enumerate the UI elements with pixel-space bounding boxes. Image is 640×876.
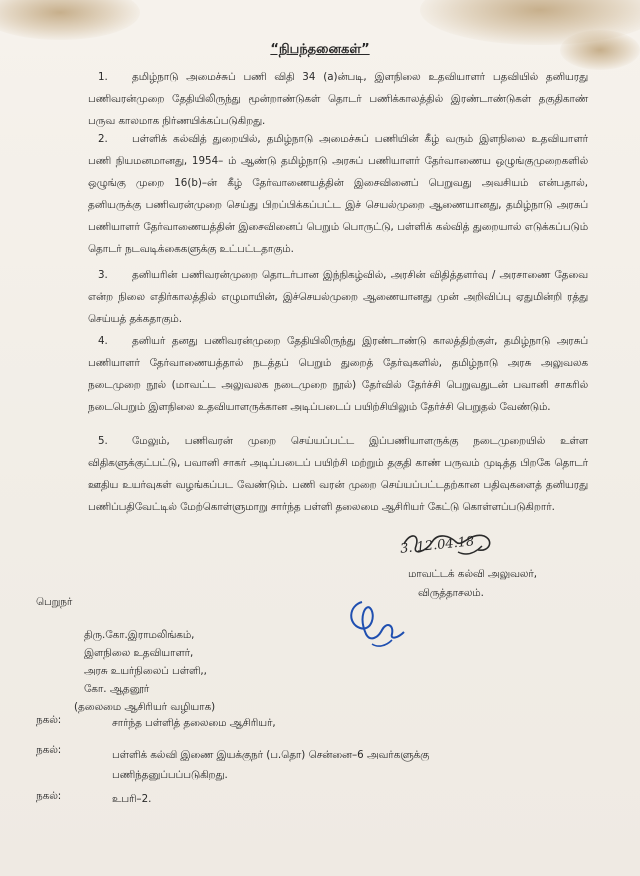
- paragraph-text: பள்ளிக் கல்வித் துறையில், தமிழ்நாடு அமைச்சுப் பணியின் கீழ் வரும் இளநிலை உதவியாளர் பணி நியமனமானது, 1954– ம் ஆண்டு தமிழ்நாடு அரசுப் பணியாளர் தேர்வாணைய ஒழுங்குமுறைகளில் ஒழுங்கு முறை 16(b)–ன் கீழ் தேர்வாணையத்தின் இசைவினைப் பெறுவது அவசியம் என்பதால், தனியருக்கு பணிவரன்முறை செய்து பிறப்பிக்கப்பட்ட இச் செயல்முறை ஆணையானது, தமிழ்நாடு அரசுப் பணியாளர் தேர்வாணையத்தின் இசைவினைப் பெறும் பொருட்டு, பள்ளிக் கல்வித் துறையால் எடுக்கப்படும் தொடர் நடவடிக்கைகளுக்கு உட்பட்டதாகும்.: [88, 133, 588, 255]
- blue-ink-signature: [342, 594, 412, 654]
- paragraph-text: தனியர் தனது பணிவரன்முறை தேதியிலிருந்து இரண்டாண்டு காலத்திற்குள், தமிழ்நாடு அரசுப் பணியாளர் தேர்வாணையத்தால் நடத்தப் பெறும் துறைத் தேர்வுகளில், தமிழ்நாடு அரசு அலுவலக நடைமுறை நூல் (மாவட்ட அலுவலக நடைமுறை நூல்) தேர்வில் தேர்ச்சி பெறுவதுடன் பவானி சாகரில் நடைபெறும் இளநிலை உதவியாளருக்கான அடிப்படைப் பயிற்சியிலும் தேர்ச்சி பெறுதல் வேண்டும்.: [88, 335, 588, 413]
- copy-1-line: சார்ந்த பள்ளித் தலைமை ஆசிரியர்,: [112, 717, 276, 729]
- copy-label-2: நகல்:: [36, 744, 62, 756]
- handwritten-date: 3. 12.04.18: [399, 534, 476, 557]
- paragraph-3: [88, 264, 588, 330]
- paragraph-number: 3.: [98, 269, 108, 281]
- paragraph-number: 2.: [98, 133, 108, 145]
- recipient-village: கோ. ஆதனூர்: [84, 683, 150, 695]
- signatory-place: விருத்தாசலம்.: [418, 587, 484, 599]
- recipient-designation: இளநிலை உதவியாளர்,: [84, 647, 194, 659]
- recipient-school: அரசு உயர்நிலைப் பள்ளி,,: [84, 665, 207, 677]
- paragraph-text: தமிழ்நாடு அமைச்சுப் பணி விதி 34 (a)ன்படி, இளநிலை உதவியாளர் பதவியில் தனியரது பணிவரன்முறை தேதியிலிருந்து மூன்றாண்டுகள் தொடர் பணிக்காலத்தில் இரண்டாண்டுகள் தகுதிகாண் பருவ காலமாக நிர்ணயிக்கப்படுகிறது.: [88, 71, 588, 127]
- paragraph-text: தனியரின் பணிவரன்முறை தொடர்பான இந்நிகழ்வில், அரசின் விதித்தளர்வு / அரசாணை தேவை என்ற நிலை எதிர்காலத்தில் எழுமாயின், இச்செயல்முறை ஆணையானது முன் அறிவிப்பு ஏதுமின்றி ரத்து செய்யத் தக்கதாகும்.: [88, 269, 588, 325]
- stain-top-left: [0, 0, 140, 40]
- recipient-label: பெறுநர்: [36, 596, 73, 608]
- copy-label-1: நகல்:: [36, 714, 62, 726]
- paragraph-2: [88, 128, 588, 260]
- paragraph-4: [88, 330, 588, 418]
- paragraph-text: மேலும், பணிவரன் முறை செய்யப்பட்ட இப்பணியாளருக்கு நடைமுறையில் உள்ள விதிகளுக்குட்பட்டு, பவானி சாகர் அடிப்படைப் பயிற்சி மற்றும் தகுதி காண் பருவம் முடித்த பிறகே தொடர் ஊதிய உயர்வுகள் வழங்கப்பட வேண்டும். பணி வரன் முறை செய்யப்பட்டதற்கான பதிவுகளைத் தனியரது பணிப்பதிவேட்டில் மேற்கொள்ளுமாறு சார்ந்த பள்ளி தலைமை ஆசிரியர் கேட்டு கொள்ளப்படுகிறார்.: [88, 435, 588, 513]
- paragraph-number: 4.: [98, 335, 108, 347]
- copy-3-line: உபரி–2.: [112, 793, 152, 805]
- copy-label-3: நகல்:: [36, 790, 62, 802]
- paragraph-number: 1.: [98, 71, 108, 83]
- signatory-designation: மாவட்டக் கல்வி அலுவலர்,: [408, 568, 537, 580]
- paragraph-5: [88, 430, 588, 518]
- paragraph-number: 5.: [98, 435, 108, 447]
- recipient-via: (தலைமை ஆசிரியர் வழியாக): [74, 701, 216, 713]
- copy-2-line-1: பள்ளிக் கல்வி இணை இயக்குநர் (ப.தொ) சென்னை–6 அவர்களுக்கு: [112, 749, 430, 761]
- copy-2-line-2: பணிந்தனுப்பப்படுகிறது.: [112, 769, 228, 781]
- paragraph-1: [88, 66, 588, 132]
- document-title: “நிபந்தனைகள்”: [270, 42, 370, 57]
- recipient-name: திரு.கோ.இராமலிங்கம்,: [84, 629, 195, 641]
